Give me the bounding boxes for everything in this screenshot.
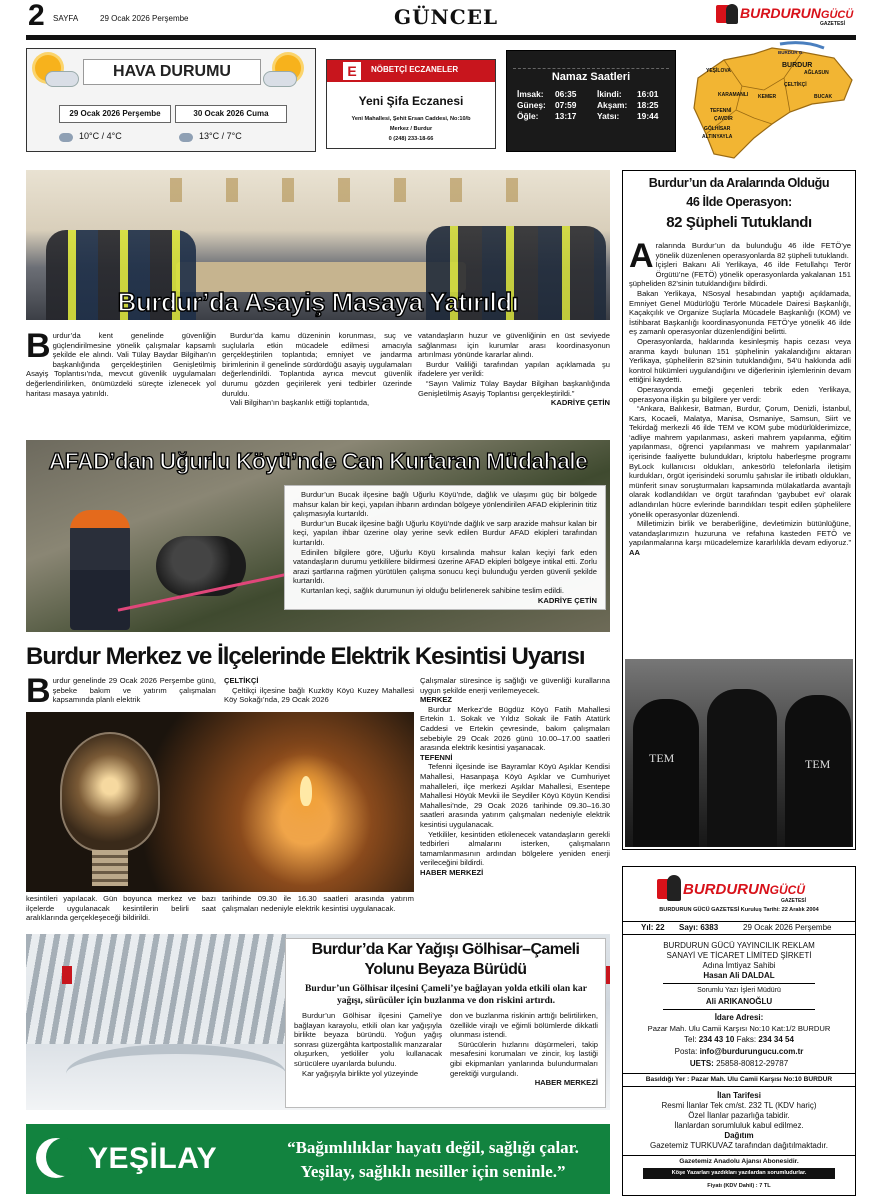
- page-header: [26, 2, 856, 36]
- mosque-silhouette: [513, 55, 669, 69]
- pharmacy-district: Merkez / Burdur: [389, 126, 433, 132]
- header-date: [100, 14, 189, 23]
- road-curve: [66, 1044, 286, 1104]
- imprint-owner-label: Adına İmtiyaz Sahibi: [702, 961, 776, 970]
- asayis-text-2a: Burdur’da kamu düzeninin korunması, suç ve suçlularla etkin mücadele edilmesi amacıyla gerçekleştirilen toplantıda; emniyet ve jandarma birimlerinin il genelinde sürdürdüğü asayiş uygulamaları değerlendirildi. Toplantıda ayrıca mevcut güvenlik durumu gözden geçirilerek yeni tedbirler üzerinde duruldu.: [222, 331, 412, 398]
- feto-text-2: İçişleri Bakanı Ali Yerlikaya, 46 ilde Fetullahçı Terör Örgütü’ne (FETÖ) yönelik operasyonlarda yakalanan 151 şüpheliden 82’sinin tutuklandığını bildirdi.: [629, 260, 851, 289]
- police-photo: [625, 659, 853, 847]
- kar-textbox: [285, 938, 606, 1108]
- weather-temp1: 10°C / 4°C: [79, 131, 122, 141]
- afad-text-2: Burdur’un Bucak ilçesine bağlı Uğurlu Köyü’nde dağlık ve sarp arazide mahsur kalan bir keçi, yapılan ihbar üzerine olay yerine sevk edilen Burdur AFAD ekipleri tarafından kurtarıldı.: [293, 518, 597, 547]
- map-label: BUCAK: [814, 94, 833, 100]
- section-title: GÜNCEL: [394, 5, 499, 29]
- imprint-logo-sub: GAZETESİ: [781, 898, 807, 904]
- prayer-row: İmsak: 06:35 İkindi: 16:01: [517, 89, 659, 99]
- kar-headline-2: Yolunu Beyaza Bürüdü: [364, 961, 527, 978]
- logo-main: BURDURUN: [740, 5, 821, 21]
- imprint-uets-row: [623, 1059, 855, 1068]
- rain-icon: [59, 133, 73, 142]
- afad-textbox: [284, 485, 606, 610]
- dropcap: B: [26, 672, 51, 710]
- kar-col1: [294, 1011, 442, 1078]
- feto-body: [629, 237, 851, 558]
- asayis-col2: [222, 331, 412, 408]
- asayis-signature: KADRİYE ÇETİN: [550, 398, 610, 408]
- asayis-text-3c: “Sayın Valimiz Tülay Baydar Bilgihan başkanlığında Genişletilmiş Asayiş Toplantısı gerçekleştirildi.”: [418, 378, 610, 398]
- pharmacy-badge-icon: E: [343, 62, 361, 80]
- elektrik-headline: Burdur Merkez ve İlçelerinde Elektrik Kesintisi Uyarısı: [26, 643, 585, 670]
- feto-text-7: [629, 519, 851, 557]
- imprint-price: Fiyatı (KDV Dahil) : 7 TL: [707, 1183, 771, 1189]
- map-label: BURDUR G.: [778, 50, 804, 55]
- asayis-text-1: urdur’da kent genelinde güvenliğin güçlendirilmesine yönelik çalışmalar kapsamlı şekilde ele alındı. Vali Tülay Baydar Bilgihan’ın başkanlığında gerçekleştirilen Genişletilmiş Asayiş Toplantısı’nda, mevcut güvenlik uygulamaları değerlendirilirken, önümüzdeki süreçte izlenecek yol haritası masaya yatırıldı.: [26, 331, 216, 398]
- yesilay-banner: [26, 1124, 610, 1194]
- map-label: TEFENNİ: [710, 108, 732, 114]
- header-logo: [716, 2, 856, 30]
- kar-signature: HABER MERKEZİ: [534, 1078, 598, 1088]
- kar-text-1: Burdur’un Gölhisar ilçesini Çameli’ye bağlayan karayolu, etkili olan kar yağışıyla birlikte beyaza büründü. Yoğun yağış sonrası güzergâhta kartpostallık manzaralar oluşurken, yetkililer yolu kullanacak sürücülere uyarılarda bulundu.: [294, 1011, 442, 1068]
- elektrik-signature: HABER MERKEZİ: [420, 867, 484, 877]
- burdur-map: [684, 38, 856, 166]
- elektrik-text-3a: Çalışmalar süresince iş sağlığı ve güvenliği kurallarına uygun şekilde enerji verilemeyecek.: [420, 676, 610, 695]
- kar-text-2b: Sürücülerin hızlarını düşürmeleri, takip mesafesini korumaları ve zincir, kış lastiği gibi ekipmanları yanlarında bulundurmaları gerektiği vurgulandı.: [450, 1039, 598, 1078]
- elektrik-bottom1: [26, 894, 216, 923]
- imprint-dist-title: Dağıtım: [724, 1131, 754, 1140]
- imprint-date: 29 Ocak 2026 Perşembe: [743, 923, 832, 932]
- imprint-aa: Gazetemiz Anadolu Ajansı Abonesidir.: [623, 1155, 855, 1167]
- imprint-company-2: SANAYİ VE TİCARET LİMİTED ŞİRKETİ: [666, 951, 812, 960]
- weather-box: [26, 48, 316, 152]
- elektrik-col3: [420, 676, 610, 877]
- feto-text-4: Operasyonlarda, haklarında kesinleşmiş hapis cezası veya aranma kaydı bulunan 151 şüphelinin yakalandığını aktaran Yerlikaya, şüphelilerin 82’sinin tutuklandığını, 54’ü hakkında adli kontrol hükümleri uygulandığını ve diğerlerinin işlemlerinin devam ettiğini kaydetti.: [629, 336, 851, 385]
- imprint-box: [622, 866, 856, 1196]
- road-sign: [62, 966, 72, 984]
- imprint-fax: 234 34 54: [758, 1035, 794, 1044]
- feto-text-6: “Ankara, Balıkesir, Batman, Burdur, Çorum, Denizli, İstanbul, Kars, Kocaeli, Malatya, Manisa, Osmaniye, Samsun, Siirt ve Tekirdağ merkezli 46 ilde TEM ve KOM şube müdürlüklerimizce, ‘adliye mahrem yapılanması, askeri mahrem yapılanma, eğitim yapılanması, öğrenci yapılanması ve mahrem yapılanmalar’ içerisinde faaliyette bulundukları, kriptolu haberleşme programı ByLock kullanıcısı oldukları, ankesörlü telefonlarla iletişim kurdukları, örgüt içerisindeki sorumlu şahıslar ile irtibatlı oldukları, münferit sınav soruşturmaları kapsamında mülakatlarda avantajlı olarak kodlandıkları ve örgüt tarafından ‘gaybubet evi’ olarak adlandırılan hücre evlerinde barındıkları tespit edilen şüphelilere yönelik operasyonlar düzenlendi.: [629, 404, 851, 519]
- header-date-day: 29 Ocak 2026: [100, 14, 150, 23]
- imprint-uets: 25858-80812-29787: [716, 1059, 789, 1068]
- prayer-box: [506, 50, 676, 152]
- imprint-ad-title: İlan Tarifesi: [717, 1091, 761, 1100]
- weather-day1: 29 Ocak 2026 Perşembe: [59, 105, 171, 123]
- map-label: ÇELTİKÇİ: [784, 82, 807, 88]
- elektrik-bottom2: [222, 894, 414, 913]
- weather-title: HAVA DURUMU: [83, 59, 261, 85]
- imprint-email: info@burdurungucu.com.tr: [699, 1047, 804, 1056]
- logo-sub: GAZETESİ: [820, 21, 846, 27]
- imprint-owner: Hasan Ali DALDAL: [703, 971, 775, 980]
- celtikci-heading: ÇELTİKÇİ: [224, 676, 259, 685]
- imprint-ad-3: İlanlardan sorumluluk kabul edilmez.: [674, 1121, 804, 1130]
- map-label: ALTINYAYLA: [702, 134, 733, 140]
- yesilay-quote-2: Yeşilay, sağlıklı nesiller için seninle.”: [300, 1162, 566, 1181]
- feto-headline-1: Burdur’un da Aralarında Olduğu: [648, 176, 830, 190]
- celtikci-text: Çeltikçi ilçesine bağlı Kuzköy Köyü Kuzey Mahallesi Köy Sokağı’nda, 29 Ocak 2026: [224, 685, 414, 705]
- chandelier-row: [126, 178, 526, 202]
- map-label: AĞLASUN: [804, 70, 829, 76]
- sun-cloud-icon-right: [261, 53, 311, 93]
- imprint-year: Yıl: 22: [641, 923, 665, 932]
- tefenni-heading: TEFENNİ: [420, 752, 453, 762]
- asayis-headline: Burdur’da Asayiş Masaya Yatırıldı: [117, 287, 519, 317]
- pharmacy-address: Yeni Mahallesi, Şehit Ersan Caddesi, No:10/b: [351, 116, 471, 122]
- candle-flame: [300, 776, 312, 806]
- afad-headline: AFAD’dan Uğurlu Köyü’nde Can Kurtaran Müdahale: [48, 448, 588, 474]
- rain-icon-2: [179, 133, 193, 142]
- rescuer-figure: [70, 510, 130, 630]
- bulb-candle-photo: [26, 712, 414, 892]
- elektrik-intro: [26, 672, 216, 710]
- officer-1: [633, 699, 699, 847]
- yesilay-quote-1: “Bağımlılıklar hayatı değil, sağlığı çalar.: [287, 1138, 579, 1157]
- imprint-phone-label: Tel:: [684, 1035, 697, 1044]
- logo-accent: GÜCÜ: [820, 9, 854, 21]
- feto-text-7-body: Milletimizin birlik ve beraberliğine, devletimizin bütünlüğüne, vatandaşlarımızın huzuruna ve refahına kasteden FETÖ ve yapılanmalarına karşı mücadelemize kararlılıkla devam ediyoruz.”: [629, 519, 851, 548]
- header-date-weekday: Perşembe: [152, 14, 189, 23]
- imprint-editor-label: Sorumlu Yazı İşleri Müdürü: [697, 987, 781, 994]
- elektrik-celtikci: [224, 676, 414, 705]
- afad-signature: KADRİYE ÇETİN: [537, 595, 597, 605]
- map-shape: [684, 38, 856, 166]
- imprint-uets-label: UETS:: [689, 1059, 714, 1068]
- crescent-icon-inner: [46, 1138, 82, 1176]
- elektrik-bottom-text-2: tarihinde 09.30 ile 16.30 saatleri arasında yatırım çalışmaları nedeniyle elektrik kesintisi uygulanacak.: [222, 894, 414, 913]
- kar-text-2a: don ve buzlanma riskinin arttığı belirtilirken, özellikle virajlı ve eğimli bölümlerde dikkatli olunması istendi.: [450, 1011, 598, 1040]
- feto-text-1-body: ralarında Burdur’un da bulunduğu 46 ilde FETÖ’ye yönelik düzenlenen operasyonlarda 82 şüpheli tutuklandı.: [655, 241, 851, 260]
- imprint-dist: Gazetemiz TURKUVAZ tarafından dağıtılmaktadır.: [650, 1141, 828, 1150]
- imprint-fax-label: Faks:: [736, 1035, 757, 1044]
- asayis-col3: [418, 331, 610, 408]
- imprint-company-1: BURDURUN GÜCÜ YAYINCILIK REKLAM: [663, 941, 815, 950]
- map-label: BURDUR: [782, 62, 813, 69]
- imprint-email-label: Posta:: [674, 1047, 698, 1056]
- person-icon: [726, 4, 738, 24]
- imprint-founded: BURDURUN GÜCÜ GAZETESİ Kuruluş Tarihi: 22 Aralık 2004: [659, 907, 819, 913]
- imprint-divider: [663, 983, 815, 984]
- lightbulb-icon: [60, 732, 160, 852]
- imprint-editor: Ali ARIKANOĞLU: [705, 997, 773, 1006]
- imprint-issue: Sayı: 6383: [679, 923, 719, 932]
- imprint-phone-row: [623, 1035, 855, 1044]
- feto-text-3: Bakan Yerlikaya, NSosyal hesabından yaptığı açıklamada, Emniyet Genel Müdürlüğü Terörle Mücadele Dairesi Başkanlığı, Kaçakçılık ve Organize Suçlarla Mücadele Başkanlığı (KOM) ve İstihbarat Başkanlığı koordinasyonunda FETÖ’ye yönelik 46 ilde eş zamanlı operasyonlar düzenlendiğini belirtti.: [629, 288, 851, 337]
- feto-headline-3: 82 Şüpheli Tutuklandı: [666, 214, 812, 231]
- elektrik-intro-text: urdur genelinde 29 Ocak 2026 Perşembe günü, şebeke bakım ve yatırım çalışmaları kapsamında planlı elektrik: [52, 676, 216, 705]
- bulb-base: [92, 850, 128, 886]
- afad-text-3: Edinilen bilgilere göre, Uğurlu Köyü kırsalında mahsur kalan keçiyi fark eden vatandaşların durumu yetkililere bildirmesi üzerine AFAD ekipleri bölgeye intikal etti. Zorlu arazi şartlarına rağmen yürütülen çalışma sonucu keçi bulunduğu yerden güvenli şekilde kurtarıldı.: [293, 547, 597, 586]
- sun-cloud-icon: [31, 53, 81, 93]
- kar-text-1b: Kar yağışıyla birlikte yol yüzeyinde: [302, 1068, 419, 1078]
- yesilay-brand: YEŞİLAY: [88, 1142, 218, 1175]
- imprint-logo-accent: GÜCÜ: [769, 883, 806, 897]
- asayis-col1: [26, 327, 216, 398]
- map-label: KEMER: [758, 94, 777, 100]
- afad-text-4: Kurtarılan keçi, sağlık durumunun iyi olduğu belirlenerek sahibine teslim edildi.: [301, 585, 564, 595]
- pharmacy-box: [326, 59, 496, 149]
- imprint-logo-main: BURDURUN: [683, 881, 770, 898]
- elektrik-bottom-text-1: kesintileri yapılacak. Gün boyunca merkez ve bazı ilçelerde uygulanacak kesintilerin belirli saat aralıklarında gerçekleşeceği bildirildi.: [26, 894, 216, 923]
- dropcap: A: [629, 237, 654, 275]
- feto-headline-2: 46 İlde Operasyon:: [686, 195, 792, 209]
- imprint-ad-1: Resmi İlanlar Tek cm/st. 232 TL (KDV hariç): [661, 1101, 817, 1110]
- feto-signature: AA: [629, 548, 640, 557]
- map-label: KARAMANLI: [718, 92, 749, 98]
- asayis-text-3b: Burdur Valiliği tarafından yapılan açıklamada şu ifadelere yer verildi:: [418, 359, 610, 379]
- map-label: GÖLHİSAR: [704, 126, 731, 132]
- officer-2: [707, 689, 777, 847]
- page-number: 2: [28, 0, 45, 32]
- map-label: YEŞİLOVA: [706, 68, 731, 74]
- imprint-divider: [663, 1009, 815, 1010]
- imprint-wordmark: [683, 881, 805, 898]
- weather-temp2: 13°C / 7°C: [199, 131, 242, 141]
- tem-label-2: TEM: [805, 757, 831, 771]
- prayer-title: Namaz Saatleri: [551, 71, 631, 83]
- dropcap: B: [26, 327, 51, 365]
- prayer-table: [517, 89, 669, 122]
- asayis-text-2b: Vali Bilgihan’ın başkanlık ettiği toplantıda,: [230, 398, 370, 408]
- kar-col2: [450, 1011, 598, 1088]
- imprint-address-label: İdare Adresi:: [714, 1013, 764, 1022]
- logo-wordmark: [740, 5, 853, 21]
- imprint-writers: Köşe Yazarları yazdıkları yazılardan sorumludurlar.: [643, 1168, 835, 1179]
- prayer-row: Öğle: 13:17 Yatsı: 19:44: [517, 111, 659, 121]
- person-icon: [667, 875, 681, 901]
- imprint-issue-row: [623, 921, 855, 935]
- tem-label-1: TEM: [649, 751, 675, 765]
- merkez-text: Burdur Merkez’de Bügdüz Köyü Fatih Mahallesi Ertekin 1. Sokak ve Yıldız Sokak ile Fatih Atatürk Caddesi ve Ertekin çevresinde, bakım çalışmaları sebebiyle 29 Ocak 2026 günü 10.00–17.00 saatleri arasında elektrik kesintisi yaşanacak.: [420, 704, 610, 753]
- pharmacy-phone: 0 (248) 233-18-66: [388, 136, 434, 142]
- imprint-ad-2: Özel İlanlar pazarlığa tabidir.: [688, 1111, 790, 1120]
- imprint-printed: Basıldığı Yer : Pazar Mah. Ulu Camii Karşısı No:10 BURDUR: [623, 1073, 855, 1087]
- asayis-text-3a: vatandaşların huzur ve güvenliğinin en üst seviyede sağlanması için kurumlar arası koordinasyonun artırılması yönünde kararlar alındı.: [418, 331, 610, 360]
- feto-article: [622, 170, 856, 850]
- pharmacy-name: Yeni Şifa Eczanesi: [358, 94, 464, 108]
- pharmacy-header: [327, 60, 495, 82]
- pharmacy-title: NÖBETÇİ ECZANELER: [371, 65, 459, 74]
- snowy-trees: [26, 934, 286, 1044]
- merkez-heading: MERKEZ: [420, 695, 453, 705]
- feto-text-5: Operasyonda emeği geçenleri tebrik eden Yerlikaya, operasyona ilişkin şu bilgilere yer verdi:: [629, 384, 851, 404]
- imprint-email-row: [623, 1047, 855, 1056]
- tefenni-text: Tefenni ilçesinde ise Bayramlar Köyü Aşıklar Kendisi Mahallesi, Hasanpaşa Köyü Aşıklar ve Cumhuriyet mahalleleri, ilçe merkezi Aşıklar Mahallesi, Esentepe Mahallesi Höyük Mevkii ile Seydiler Köyü Köyün Kendisi Mahallesi’nde, 29 Ocak 2026 tarihinde 09.30–16.30 saatleri arasında yatırım çalışmaları nedeniyle elektrik kesintisi uygulanacak.: [420, 762, 610, 829]
- weather-day2: 30 Ocak 2026 Cuma: [175, 105, 287, 123]
- afad-text-1: Burdur’un Bucak ilçesine bağlı Uğurlu Köyü’nde, dağlık ve ulaşımı güç bir bölgede mahsur kalan bir keçi, yapılan ihbarın ardından bölgeye yönlendirilen AFAD ekiplerinin titiz çalışmasıyla kurtarıldı.: [293, 490, 597, 519]
- imprint-address: Pazar Mah. Ulu Camii Karşısı No:10 Kat:1/2 BURDUR: [647, 1024, 831, 1033]
- closing-text: Yetkililer, kesintiden etkilenecek vatandaşların gerekli tedbirleri almalarını isterken, çalışmaların tamamlanmasının ardından bölgelere yeniden enerji verileceğini bildirdi.: [420, 829, 610, 868]
- page-label: SAYFA: [53, 14, 79, 23]
- map-label: ÇAVDIR: [714, 116, 733, 122]
- kar-headline-1: Burdur’da Kar Yağışı Gölhisar–Çameli: [311, 941, 580, 958]
- kar-lead: Burdur’un Gölhisar ilçesini Çameli’ye bağlayan yolda etkili olan kar yağışı, sürücüler için buzlanma ve don riskini artırdı.: [305, 983, 587, 1006]
- imprint-logo: [657, 873, 837, 903]
- imprint-phone: 234 43 10: [698, 1035, 735, 1044]
- prayer-row: Güneş: 07:59 Akşam: 18:25: [517, 100, 659, 110]
